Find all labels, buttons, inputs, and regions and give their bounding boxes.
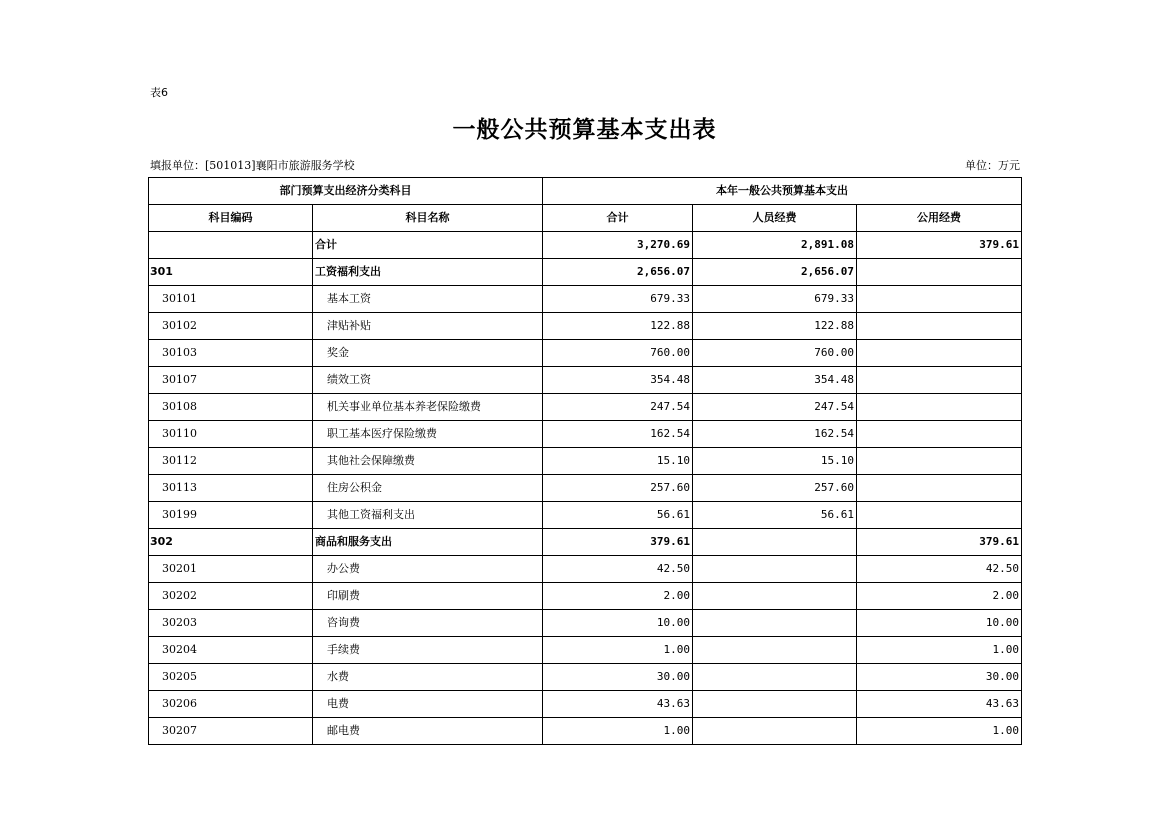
- row-name: 印刷费: [313, 583, 543, 610]
- row-total: 10.00: [543, 610, 693, 637]
- row-name: 奖金: [313, 340, 543, 367]
- row-name: 住房公积金: [313, 475, 543, 502]
- row-public: [857, 421, 1022, 448]
- row-name: 咨询费: [313, 610, 543, 637]
- row-code: 30204: [149, 637, 313, 664]
- row-code: 30103: [149, 340, 313, 367]
- column-header-personnel: 人员经费: [693, 205, 857, 232]
- row-total: 257.60: [543, 475, 693, 502]
- row-personnel: 122.88: [693, 313, 857, 340]
- row-code: 30202: [149, 583, 313, 610]
- currency-unit: 单位：万元: [965, 159, 1020, 172]
- report-meta: [150, 157, 1020, 173]
- row-total: 3,270.69: [543, 232, 693, 259]
- row-total: 379.61: [543, 529, 693, 556]
- row-public: [857, 475, 1022, 502]
- row-total: 760.00: [543, 340, 693, 367]
- row-total: 162.54: [543, 421, 693, 448]
- row-total: 247.54: [543, 394, 693, 421]
- header-basic-expenditure: 本年一般公共预算基本支出: [543, 178, 1022, 205]
- row-personnel: [693, 583, 857, 610]
- row-name: 基本工资: [313, 286, 543, 313]
- column-header-name: 科目名称: [313, 205, 543, 232]
- row-name: 电费: [313, 691, 543, 718]
- row-personnel: 162.54: [693, 421, 857, 448]
- row-public: [857, 502, 1022, 529]
- row-name: 水费: [313, 664, 543, 691]
- row-name: 邮电费: [313, 718, 543, 745]
- row-code: 30203: [149, 610, 313, 637]
- row-total: 122.88: [543, 313, 693, 340]
- row-personnel: [693, 718, 857, 745]
- column-header-total: 合计: [543, 205, 693, 232]
- row-name: 商品和服务支出: [313, 529, 543, 556]
- row-public: 1.00: [857, 718, 1022, 745]
- row-code: 301: [149, 259, 313, 286]
- row-code: 30108: [149, 394, 313, 421]
- row-total: 1.00: [543, 718, 693, 745]
- row-public: 379.61: [857, 232, 1022, 259]
- row-code: 30113: [149, 475, 313, 502]
- row-personnel: [693, 691, 857, 718]
- row-public: 1.00: [857, 637, 1022, 664]
- row-total: 56.61: [543, 502, 693, 529]
- row-personnel: [693, 664, 857, 691]
- row-code: 30107: [149, 367, 313, 394]
- reporting-unit: 填报单位：[501013]襄阳市旅游服务学校: [150, 159, 355, 172]
- row-total: 2.00: [543, 583, 693, 610]
- row-code: 30102: [149, 313, 313, 340]
- budget-table: [148, 177, 1022, 745]
- row-personnel: 679.33: [693, 286, 857, 313]
- row-name: 合计: [313, 232, 543, 259]
- row-code: 30199: [149, 502, 313, 529]
- table-row: [149, 448, 1022, 475]
- row-public: 30.00: [857, 664, 1022, 691]
- header-economic-classification: 部门预算支出经济分类科目: [149, 178, 543, 205]
- row-name: 办公费: [313, 556, 543, 583]
- row-code: 30201: [149, 556, 313, 583]
- row-personnel: 2,656.07: [693, 259, 857, 286]
- row-personnel: 257.60: [693, 475, 857, 502]
- table-body: [149, 232, 1022, 745]
- row-code: 302: [149, 529, 313, 556]
- row-public: 2.00: [857, 583, 1022, 610]
- row-name: 机关事业单位基本养老保险缴费: [313, 394, 543, 421]
- table-row: [149, 286, 1022, 313]
- table-row: [149, 367, 1022, 394]
- row-total: 43.63: [543, 691, 693, 718]
- row-personnel: 354.48: [693, 367, 857, 394]
- table-row: [149, 475, 1022, 502]
- row-public: [857, 394, 1022, 421]
- row-total: 679.33: [543, 286, 693, 313]
- column-header-public: 公用经费: [857, 205, 1022, 232]
- row-personnel: [693, 610, 857, 637]
- row-name: 绩效工资: [313, 367, 543, 394]
- row-personnel: [693, 529, 857, 556]
- table-row: [149, 556, 1022, 583]
- row-personnel: 760.00: [693, 340, 857, 367]
- table-row: [149, 637, 1022, 664]
- row-personnel: 2,891.08: [693, 232, 857, 259]
- row-personnel: [693, 637, 857, 664]
- table-row: [149, 718, 1022, 745]
- row-total: 30.00: [543, 664, 693, 691]
- row-public: [857, 259, 1022, 286]
- row-total: 2,656.07: [543, 259, 693, 286]
- row-code: 30112: [149, 448, 313, 475]
- row-total: 42.50: [543, 556, 693, 583]
- table-row: [149, 259, 1022, 286]
- table-row: [149, 340, 1022, 367]
- row-total: 15.10: [543, 448, 693, 475]
- row-public: [857, 286, 1022, 313]
- table-row: [149, 313, 1022, 340]
- table-row: [149, 421, 1022, 448]
- column-header-code: 科目编码: [149, 205, 313, 232]
- row-name: 职工基本医疗保险缴费: [313, 421, 543, 448]
- row-public: 42.50: [857, 556, 1022, 583]
- row-public: [857, 367, 1022, 394]
- row-public: [857, 340, 1022, 367]
- table-row: [149, 583, 1022, 610]
- table-row: [149, 691, 1022, 718]
- table-row: [149, 394, 1022, 421]
- row-public: 43.63: [857, 691, 1022, 718]
- row-name: 手续费: [313, 637, 543, 664]
- table-row: [149, 502, 1022, 529]
- row-name: 其他社会保障缴费: [313, 448, 543, 475]
- row-total: 1.00: [543, 637, 693, 664]
- row-code: 30205: [149, 664, 313, 691]
- row-public: 10.00: [857, 610, 1022, 637]
- header-column-row: [149, 205, 1022, 232]
- row-code: 30206: [149, 691, 313, 718]
- table-row: [149, 610, 1022, 637]
- page-title: 一般公共预算基本支出表: [452, 117, 717, 143]
- row-personnel: [693, 556, 857, 583]
- row-personnel: 247.54: [693, 394, 857, 421]
- table-row: [149, 232, 1022, 259]
- row-public: [857, 313, 1022, 340]
- row-personnel: 56.61: [693, 502, 857, 529]
- row-personnel: 15.10: [693, 448, 857, 475]
- table-number: 表6: [150, 86, 168, 99]
- row-code: [149, 232, 313, 259]
- row-name: 津贴补贴: [313, 313, 543, 340]
- row-code: 30207: [149, 718, 313, 745]
- row-name: 其他工资福利支出: [313, 502, 543, 529]
- table-row: [149, 664, 1022, 691]
- row-code: 30110: [149, 421, 313, 448]
- table-row: [149, 529, 1022, 556]
- header-group-row: [149, 178, 1022, 205]
- row-public: [857, 448, 1022, 475]
- row-name: 工资福利支出: [313, 259, 543, 286]
- row-total: 354.48: [543, 367, 693, 394]
- row-code: 30101: [149, 286, 313, 313]
- row-public: 379.61: [857, 529, 1022, 556]
